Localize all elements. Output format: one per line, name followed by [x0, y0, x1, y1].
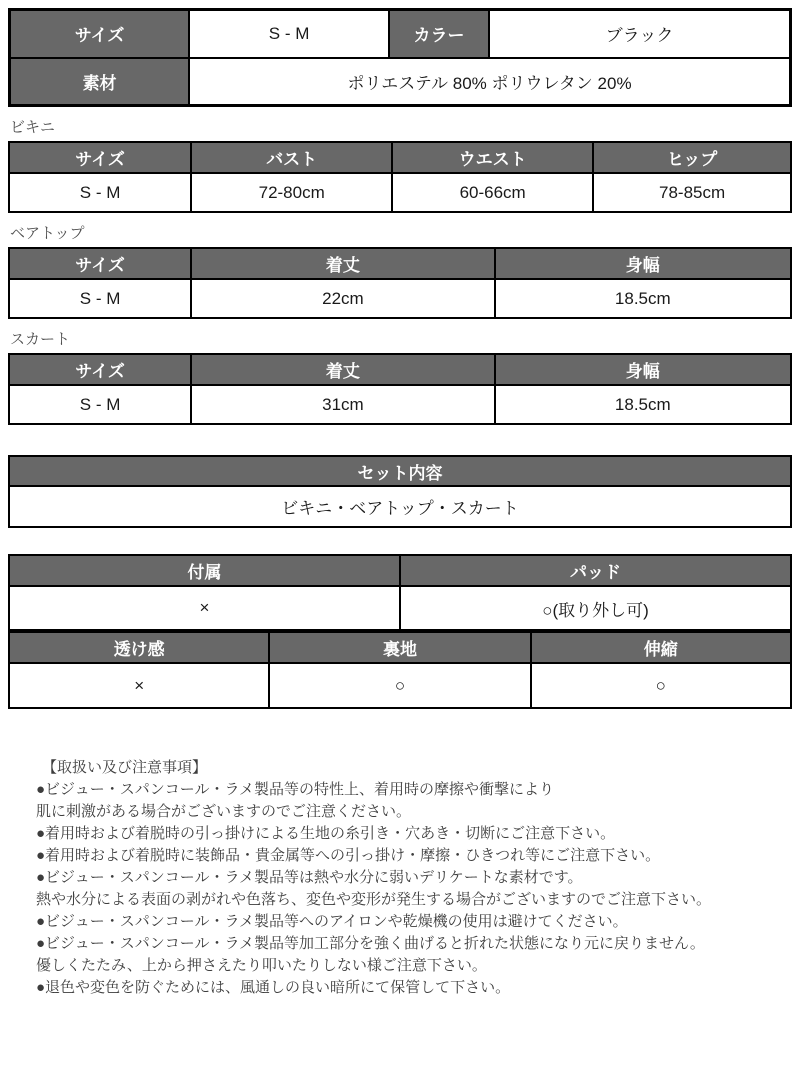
skirt-header-size: サイズ	[9, 354, 191, 385]
care-note-line: ●着用時および着脱時に装飾品・貴金属等への引っ掛け・摩擦・ひきつれ等にご注意下さい。	[36, 847, 661, 864]
care-note-line: ●ビジュー・スパンコール・ラメ製品等の特性上、着用時の摩擦や衝撃により	[36, 781, 555, 798]
skirt-size-value: S - M	[9, 385, 191, 424]
pad-value: ○(取り外し可)	[400, 586, 791, 630]
care-note-line: ●ビジュー・スパンコール・ラメ製品等は熱や水分に弱いデリケートな素材です。	[36, 869, 583, 886]
skirt-header-length: 着丈	[191, 354, 494, 385]
sheer-lining-stretch-table	[8, 631, 792, 709]
set-contents-header-row	[9, 456, 791, 486]
baretop-table	[8, 247, 792, 319]
skirt-section-label: スカート	[10, 331, 71, 348]
material-value: ポリエステル 80% ポリウレタン 20%	[189, 58, 790, 106]
sheer-lining-stretch-data-row	[9, 663, 791, 708]
care-note-line: 優しくたたみ、上から押さえたり叩いたりしない様ご注意下さい。	[36, 957, 487, 974]
bikini-hip-value: 78-85cm	[593, 173, 791, 212]
size-value: S - M	[189, 10, 389, 58]
bikini-data-row	[9, 173, 791, 212]
accessory-pad-header-row	[9, 555, 791, 586]
set-contents-header: セット内容	[9, 456, 791, 486]
care-note-line: ●退色や変色を防ぐためには、風通しの良い暗所にて保管して下さい。	[36, 979, 511, 996]
baretop-width-value: 18.5cm	[495, 279, 791, 318]
baretop-header-row	[9, 248, 791, 279]
bikini-header-size: サイズ	[9, 142, 191, 173]
lining-value: ○	[269, 663, 530, 708]
size-header: サイズ	[10, 10, 190, 58]
care-notes	[8, 757, 792, 999]
skirt-length-value: 31cm	[191, 385, 494, 424]
care-note-line: 熱や水分による表面の剥がれや色落ち、変色や変形が発生する場合がございますのでご注意下さい。	[36, 891, 712, 908]
accessory-pad-data-row	[9, 586, 791, 630]
color-header: カラー	[389, 10, 489, 58]
bikini-header-row	[9, 142, 791, 173]
spacer	[8, 425, 792, 455]
skirt-header-row	[9, 354, 791, 385]
skirt-header-width: 身幅	[495, 354, 791, 385]
color-value: ブラック	[489, 10, 791, 58]
baretop-length-value: 22cm	[191, 279, 494, 318]
care-note-line: ●ビジュー・スパンコール・ラメ製品等へのアイロンや乾燥機の使用は避けてください。	[36, 913, 628, 930]
bikini-header-waist: ウエスト	[392, 142, 593, 173]
skirt-width-value: 18.5cm	[495, 385, 791, 424]
bikini-table	[8, 141, 792, 213]
bikini-waist-value: 60-66cm	[392, 173, 593, 212]
pad-header: パッド	[400, 555, 791, 586]
sheerness-header: 透け感	[9, 632, 269, 663]
care-note-line: ●ビジュー・スパンコール・ラメ製品等加工部分を強く曲げると折れた状態になり元に戻りません。	[36, 935, 705, 952]
set-contents-table	[8, 455, 792, 528]
accessory-pad-table	[8, 554, 792, 631]
baretop-section-label: ベアトップ	[10, 225, 85, 242]
material-header: 素材	[10, 58, 190, 106]
sheerness-value: ×	[9, 663, 269, 708]
skirt-table	[8, 353, 792, 425]
bikini-header-bust: バスト	[191, 142, 392, 173]
care-notes-title: 【取扱い及び注意事項】	[42, 759, 208, 776]
spec-row-size-color	[10, 10, 791, 58]
bikini-header-hip: ヒップ	[593, 142, 791, 173]
skirt-data-row	[9, 385, 791, 424]
accessory-header: 付属	[9, 555, 400, 586]
care-note-line: 肌に刺激がある場合がございますのでご注意ください。	[36, 803, 412, 820]
set-contents-data-row	[9, 486, 791, 527]
baretop-header-size: サイズ	[9, 248, 191, 279]
bikini-size-value: S - M	[9, 173, 191, 212]
accessory-value: ×	[9, 586, 400, 630]
sheer-lining-stretch-header-row	[9, 632, 791, 663]
set-contents-value: ビキニ・ベアトップ・スカート	[9, 486, 791, 527]
baretop-header-length: 着丈	[191, 248, 494, 279]
spec-table	[8, 8, 792, 107]
spacer	[8, 528, 792, 554]
lining-header: 裏地	[269, 632, 530, 663]
stretch-header: 伸縮	[531, 632, 791, 663]
bikini-bust-value: 72-80cm	[191, 173, 392, 212]
baretop-header-width: 身幅	[495, 248, 791, 279]
baretop-data-row	[9, 279, 791, 318]
stretch-value: ○	[531, 663, 791, 708]
baretop-size-value: S - M	[9, 279, 191, 318]
care-note-line: ●着用時および着脱時の引っ掛けによる生地の糸引き・穴あき・切断にご注意下さい。	[36, 825, 616, 842]
spec-row-material	[10, 58, 791, 106]
bikini-section-label: ビキニ	[10, 119, 56, 136]
